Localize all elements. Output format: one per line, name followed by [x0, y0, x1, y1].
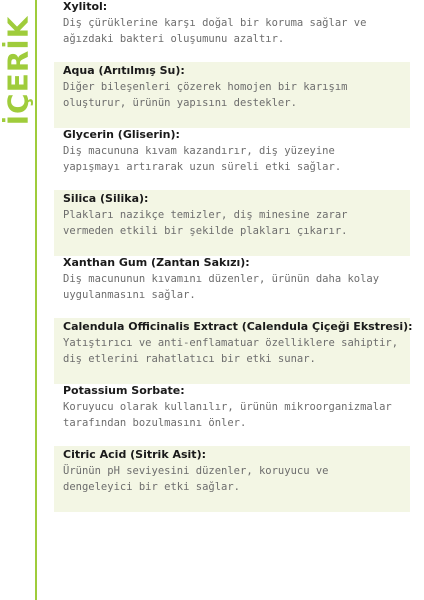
- ingredient-description: Diğer bileşenleri çözerek homojen bir karışım oluşturur, ürünün yapısını destekler.: [63, 81, 348, 109]
- ingredient-name: Potassium Sorbate:: [63, 384, 185, 397]
- ingredient-item-potassium-sorbate: [54, 382, 410, 448]
- ingredient-description: Ürünün pH seviyesini düzenler, koruyucu ve dengeleyici bir etki sağlar.: [63, 465, 329, 493]
- ingredient-description: Plakları nazikçe temizler, diş minesine zarar vermeden etkili bir şekilde plakları çıkarır.: [63, 209, 348, 237]
- ingredient-item-xanthan-gum: [54, 254, 410, 320]
- ingredient-name: Xanthan Gum (Zantan Sakızı):: [63, 256, 250, 269]
- ingredient-name: Citric Acid (Sitrik Asit):: [63, 448, 206, 461]
- ingredient-item-silica: [54, 190, 410, 256]
- section-divider-line: [35, 0, 37, 600]
- ingredient-description: Yatıştırıcı ve anti-enflamatuar özelliklere sahiptir, diş etlerini rahatlatıcı bir etki sunar.: [63, 337, 399, 365]
- section-title-text: İÇERİK: [1, 15, 35, 125]
- ingredient-name: Aqua (Arıtılmış Su):: [63, 64, 185, 77]
- ingredient-item-aqua: [54, 62, 410, 128]
- ingredient-description: Diş macununun kıvamını düzenler, ürünün daha kolay uygulanmasını sağlar.: [63, 273, 380, 301]
- section-title: [3, 0, 33, 140]
- ingredient-name: Silica (Silika):: [63, 192, 149, 205]
- ingredient-name: Glycerin (Gliserin):: [63, 128, 180, 141]
- ingredient-list: [54, 0, 413, 512]
- ingredient-item-calendula: [54, 318, 413, 384]
- ingredient-description: Diş macununa kıvam kazandırır, diş yüzeyine yapışmayı artırarak uzun süreli etki sağlar.: [63, 145, 342, 173]
- ingredient-description: Koruyucu olarak kullanılır, ürünün mikroorganizmalar tarafından bozulmasını önler.: [63, 401, 392, 429]
- ingredient-item-glycerin: [54, 126, 410, 192]
- ingredient-name: Xylitol:: [63, 0, 108, 13]
- ingredient-description: Diş çürüklerine karşı doğal bir koruma sağlar ve ağızdaki bakteri oluşumunu azaltır.: [63, 17, 367, 45]
- ingredient-item-citric-acid: [54, 446, 410, 512]
- ingredient-item-xylitol: [54, 0, 410, 64]
- ingredient-name: Calendula Officinalis Extract (Calendula Çiçeği Ekstresi):: [63, 320, 413, 333]
